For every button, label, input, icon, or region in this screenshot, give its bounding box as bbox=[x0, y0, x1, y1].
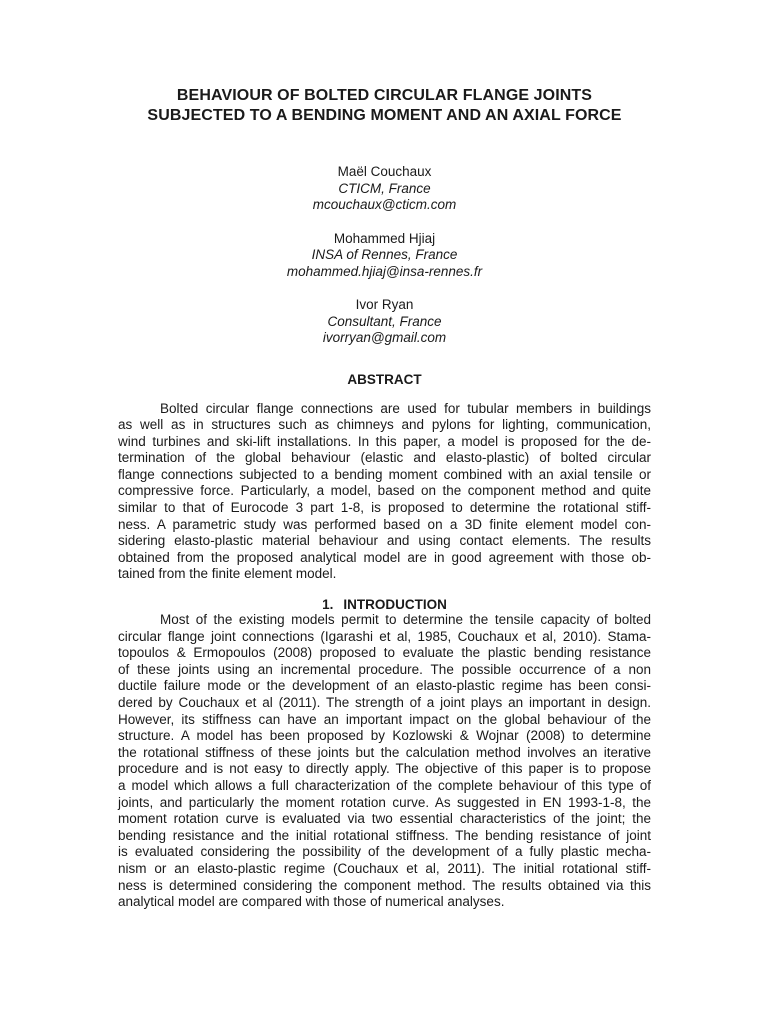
intro-line: joints, and particularly the moment rotation curve. As suggested in EN 1993-1-8, the bbox=[118, 794, 651, 810]
abstract-line: sidering elasto-plastic material behaviour and using contact elements. The results bbox=[118, 533, 651, 549]
author-entry bbox=[118, 231, 651, 281]
intro-line: ductile failure mode or the development of an elasto-plastic regime has been consi- bbox=[118, 678, 651, 694]
author-block bbox=[118, 164, 651, 347]
intro-line: circular flange joint connections (Igarashi et al, 1985, Couchaux et al, 2010). Stama- bbox=[118, 628, 651, 644]
intro-line: is evaluated considering the possibility of the development of a fully plastic mecha- bbox=[118, 844, 651, 860]
intro-line: structure. A model has been proposed by Kozlowski & Wojnar (2008) to determine bbox=[118, 728, 651, 744]
intro-line: nism or an elasto-plastic regime (Couchaux et al, 2011). The initial rotational stiff- bbox=[118, 860, 651, 876]
author-email: ivorryan@gmail.com bbox=[322, 330, 447, 345]
intro-line: analytical model are compared with those of numerical analyses. bbox=[118, 894, 505, 910]
paper-title bbox=[118, 86, 651, 126]
author-affiliation: INSA of Rennes, France bbox=[311, 247, 458, 262]
abstract-line: compressive force. Particularly, a model, based on the component method and quite bbox=[118, 483, 651, 499]
intro-line: of these joints using an incremental procedure. The possible occurrence of a non bbox=[118, 661, 651, 677]
intro-line: topoulos & Ermopoulos (2008) proposed to evaluate the plastic bending resistance bbox=[118, 645, 651, 661]
abstract-line: Bolted circular flange connections are used for tubular members in buildings bbox=[160, 400, 651, 416]
abstract-line: similar to that of Eurocode 3 part 1-8, is proposed to determine the rotational stiff- bbox=[118, 500, 651, 516]
author-affiliation: CTICM, France bbox=[338, 180, 431, 196]
abstract-line: tained from the finite element model. bbox=[118, 566, 337, 582]
title-line: SUBJECTED TO A BENDING MOMENT AND AN AXIAL FORCE bbox=[147, 107, 622, 124]
section-number: 1. bbox=[322, 597, 334, 613]
author-entry bbox=[118, 164, 651, 214]
author-email: mohammed.hjiaj@insa-rennes.fr bbox=[286, 263, 483, 279]
abstract-line: ness. A parametric study was performed based on a 3D finite element model con- bbox=[118, 516, 651, 532]
intro-line: dered by Couchaux et al (2011). The strength of a joint plays an important in design. bbox=[118, 695, 651, 710]
abstract-line: as well as in structures such as chimneys and pylons for lighting, communication, bbox=[118, 417, 651, 433]
abstract-heading: ABSTRACT bbox=[347, 371, 422, 387]
author-affiliation: Consultant, France bbox=[327, 313, 442, 329]
abstract-line: wind turbines and ski-lift installations. In this paper, a model is proposed for the de- bbox=[118, 433, 651, 449]
section-heading-introduction bbox=[118, 597, 651, 612]
title-line: BEHAVIOUR OF BOLTED CIRCULAR FLANGE JOINTS bbox=[176, 87, 593, 104]
introduction-text bbox=[118, 612, 651, 911]
abstract-line: flange connections subjected to a bending moment combined with an axial tensile or bbox=[118, 466, 651, 482]
abstract-line: termination of the global behaviour (elastic and elasto-plastic) of bolted circular bbox=[118, 450, 651, 466]
author-entry bbox=[118, 297, 651, 347]
abstract-line: obtained from the proposed analytical model are in good agreement with those ob- bbox=[118, 549, 651, 565]
intro-line: bending resistance and the initial rotational stiffness. The bending resistance of joint bbox=[118, 827, 651, 843]
author-name: Maël Couchaux bbox=[337, 164, 432, 179]
intro-line: moment rotation curve is evaluated via two essential characteristics of the joint; the bbox=[118, 811, 651, 827]
intro-line: Most of the existing models permit to determine the tensile capacity of bolted bbox=[160, 612, 651, 628]
intro-line: However, its stiffness can have an important impact on the global behaviour of the bbox=[118, 711, 651, 727]
author-name: Ivor Ryan bbox=[355, 297, 414, 312]
intro-line: a model which allows a full characterization of the complete behaviour of this type of bbox=[118, 777, 651, 793]
paper-page bbox=[118, 86, 651, 911]
author-email: mcouchaux@cticm.com bbox=[312, 197, 457, 212]
intro-line: ness is determined considering the component method. The results obtained via this bbox=[118, 877, 651, 893]
author-name: Mohammed Hjiaj bbox=[333, 230, 436, 246]
intro-line: procedure and is not easy to directly apply. The objective of this paper is to propose bbox=[118, 761, 651, 777]
section-title: INTRODUCTION bbox=[343, 597, 447, 613]
intro-line: the rotational stiffness of these joints but the calculation method involves an iterative bbox=[118, 744, 651, 760]
abstract-text bbox=[118, 401, 651, 584]
